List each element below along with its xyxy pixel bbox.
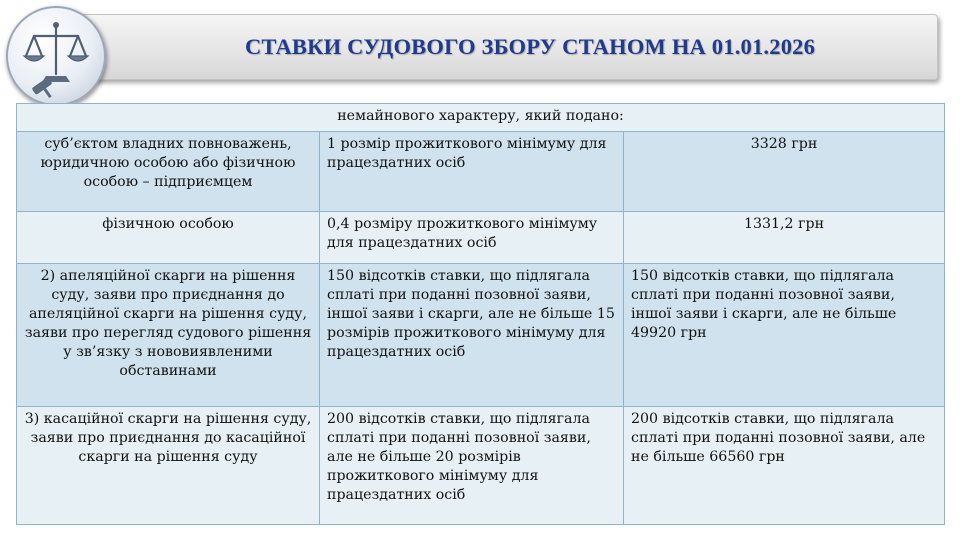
logo-badge (6, 6, 106, 106)
page-title: СТАВКИ СУДОВОГО ЗБОРУ СТАНОМ НА 01.01.2026 (244, 34, 816, 59)
row-subject: суб’єктом владних повноважень, юридичною особою або фізичною особою – підприємцем (17, 132, 320, 212)
row-rate: 1 розмір прожиткового мінімуму для працездатних осіб (320, 132, 624, 212)
row-amount: 200 відсотків ставки, що підлягала сплаті при поданні позовної заяви, але не більше 66560 грн (624, 407, 945, 525)
table-row (17, 264, 945, 407)
table-row (17, 407, 945, 525)
row-amount: 3328 грн (624, 132, 945, 212)
scales-of-justice-icon (8, 8, 104, 104)
table-row (17, 212, 945, 264)
row-subject: фізичною особою (17, 212, 320, 264)
row-rate: 150 відсотків ставки, що підлягала сплаті при поданні позовної заяви, іншої заяви і скарги, але не більше 15 розмірів прожиткового мінімуму для працездатних осіб (320, 264, 624, 407)
row-subject: 2) апеляційної скарги на рішення суду, заяви про приєднання до апеляційної скарги на рішення суду, заяви про перегляд судового рішення у зв’язку з нововиявленими обставинами (17, 264, 320, 407)
table-heading-row (17, 104, 945, 132)
row-amount: 150 відсотків ставки, що підлягала сплаті при поданні позовної заяви, іншої заяви і скарги, але не більше 49920 грн (624, 264, 945, 407)
court-fee-table (16, 103, 945, 525)
row-amount: 1331,2 грн (624, 212, 945, 264)
table-heading: немайнового характеру, який подано: (17, 104, 945, 132)
row-subject: 3) касаційної скарги на рішення суду, заяви про приєднання до касаційної скарги на рішення суду (17, 407, 320, 525)
row-rate: 200 відсотків ставки, що підлягала сплаті при поданні позовної заяви, але не більше 20 розмірів прожиткового мінімуму для працездатних осіб (320, 407, 624, 525)
row-rate: 0,4 розміру прожиткового мінімуму для працездатних осіб (320, 212, 624, 264)
table-row (17, 132, 945, 212)
title-banner (62, 14, 938, 80)
